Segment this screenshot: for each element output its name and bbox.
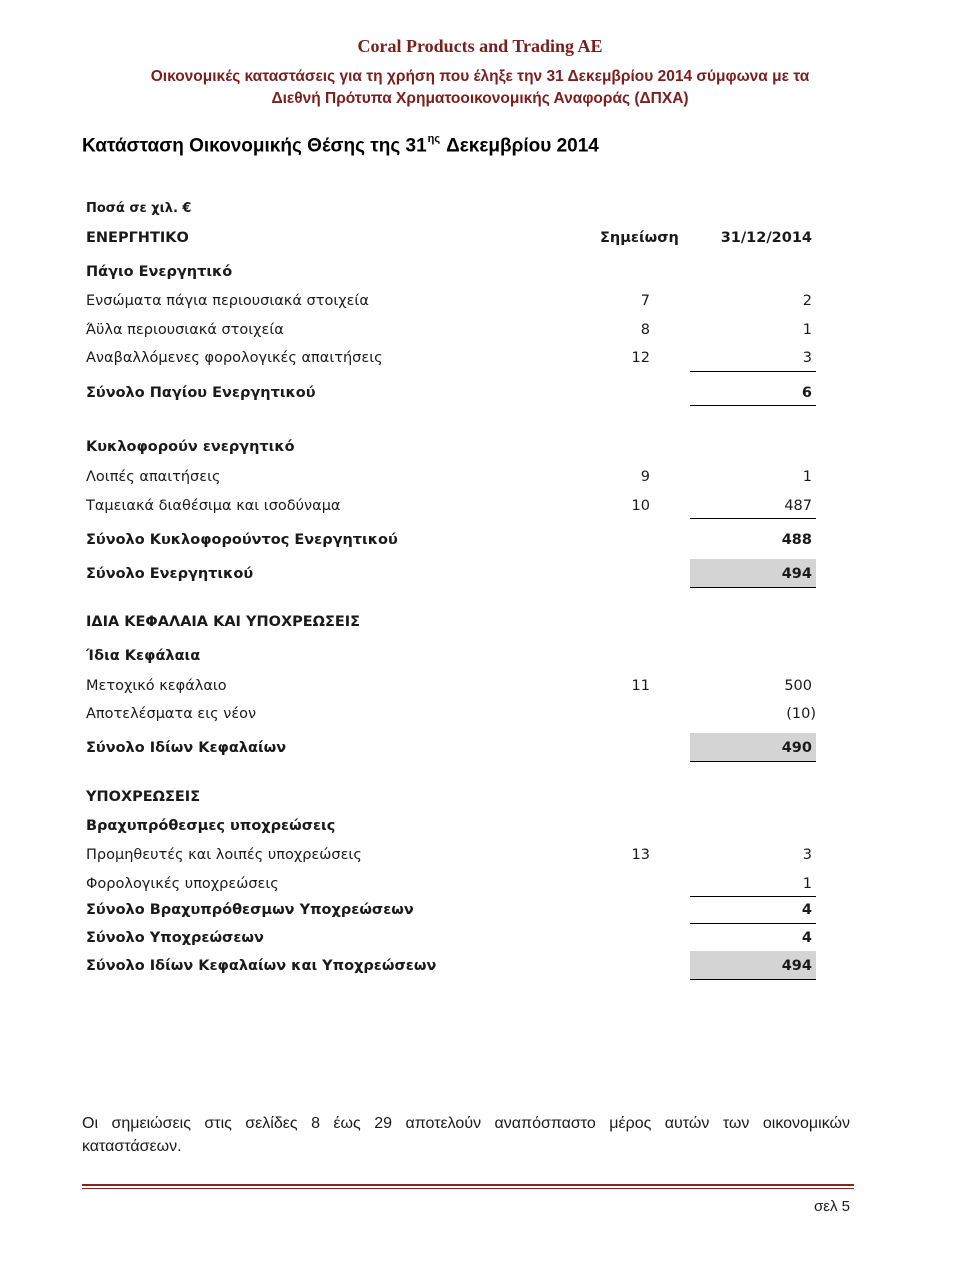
total-rule [690, 405, 816, 406]
share-capital-label: Μετοχικό κεφάλαιο [86, 678, 227, 694]
suppliers-note: 13 [631, 847, 650, 863]
deferred-tax-note: 12 [631, 350, 650, 366]
other-receivables-label: Λοιπές απαιτήσεις [86, 469, 221, 485]
noncurrent-assets-heading: Πάγιο Ενεργητικό [86, 264, 233, 280]
current-total-value: 488 [781, 532, 812, 548]
suppliers-label: Προμηθευτές και λοιπές υποχρεώσεις [86, 847, 362, 863]
retained-earnings-value: (10) [786, 706, 816, 722]
cash-label: Ταμειακά διαθέσιμα και ισοδύναμα [86, 498, 341, 514]
other-receivables-note: 9 [640, 469, 650, 485]
short-term-total-value: 4 [801, 902, 812, 918]
short-term-heading: Βραχυπρόθεσμες υποχρεώσεις [86, 818, 336, 834]
retained-earnings-label: Αποτελέσματα εις νέον [86, 706, 257, 722]
short-term-total-label: Σύνολο Βραχυπρόθεσμων Υποχρεώσεων [86, 902, 414, 918]
intangibles-value: 1 [802, 322, 812, 338]
cash-value: 487 [784, 498, 812, 514]
subtotal-rule [690, 896, 816, 897]
total-assets-label: Σύνολο Ενεργητικού [86, 566, 254, 582]
assets-section-header: ΕΝΕΡΓΗΤΙΚΟ [86, 230, 189, 246]
footer-rule-thick [82, 1184, 854, 1186]
equity-total-value: 490 [781, 740, 812, 756]
total-assets-value: 494 [781, 566, 812, 582]
equity-heading: Ίδια Κεφάλαια [86, 648, 201, 664]
date-column-header: 31/12/2014 [720, 230, 812, 246]
equity-total-label: Σύνολο Ιδίων Κεφαλαίων [86, 740, 287, 756]
company-name: Coral Products and Trading AE [357, 36, 603, 56]
deferred-tax-label: Αναβαλλόμενες φορολογικές απαιτήσεις [86, 350, 383, 366]
report-subtitle-line2: Διεθνή Πρότυπα Χρηματοοικονομικής Αναφοράς (ΔΠΧΑ) [271, 90, 689, 107]
suppliers-value: 3 [802, 847, 812, 863]
share-capital-note: 11 [631, 678, 650, 694]
noncurrent-total-label: Σύνολο Παγίου Ενεργητικού [86, 385, 316, 401]
current-assets-heading: Κυκλοφορούν ενεργητικό [86, 439, 295, 455]
report-subtitle-line1: Οικονομικές καταστάσεις για τη χρήση που έληξε την 31 Δεκεμβρίου 2014 σύμφωνα με τα [150, 68, 810, 85]
notes-disclaimer: Οι σημειώσεις στις σελίδες 8 έως 29 αποτελούν αναπόσπαστο μέρος αυτών των οικονομικών καταστάσεων. [82, 1115, 850, 1155]
grand-total-label: Σύνολο Ιδίων Κεφαλαίων και Υποχρεώσεων [86, 958, 437, 974]
grand-total-value: 494 [781, 958, 812, 974]
current-total-label: Σύνολο Κυκλοφορούντος Ενεργητικού [86, 532, 398, 548]
share-capital-value: 500 [784, 678, 812, 694]
noncurrent-total-value: 6 [801, 385, 812, 401]
subtotal-rule [690, 923, 816, 924]
liabilities-heading: ΥΠΟΧΡΕΩΣΕΙΣ [86, 789, 201, 805]
statement-title-ordinal: ης [427, 133, 441, 145]
equity-liabilities-heading: ΙΔΙΑ ΚΕΦΑΛΑΙΑ ΚΑΙ ΥΠΟΧΡΕΩΣΕΙΣ [86, 614, 361, 630]
ppe-value: 2 [802, 293, 812, 309]
statement-title-suffix: Δεκεμβρίου 2014 [446, 135, 599, 157]
other-receivables-value: 1 [802, 469, 812, 485]
statement-title-prefix: Κατάσταση Οικονομικής Θέσης της 31 [82, 135, 427, 157]
statement-title [82, 135, 599, 157]
subtotal-rule [690, 371, 816, 372]
tax-liabilities-value: 1 [802, 876, 812, 892]
footer-rule-thin [82, 1188, 854, 1189]
liabilities-total-value: 4 [801, 930, 812, 946]
page-number: σελ 5 [814, 1198, 850, 1215]
ppe-label: Ενσώματα πάγια περιουσιακά στοιχεία [86, 293, 369, 309]
intangibles-label: Άϋλα περιουσιακά στοιχεία [86, 322, 284, 338]
intangibles-note: 8 [640, 322, 650, 338]
note-column-header: Σημείωση [600, 230, 679, 246]
deferred-tax-value: 3 [802, 350, 812, 366]
subtotal-rule [690, 518, 816, 519]
tax-liabilities-label: Φορολογικές υποχρεώσεις [86, 876, 279, 892]
cash-note: 10 [631, 498, 650, 514]
amounts-unit-label: Ποσά σε χιλ. € [86, 201, 192, 216]
ppe-note: 7 [640, 293, 650, 309]
liabilities-total-label: Σύνολο Υποχρεώσεων [86, 930, 264, 946]
